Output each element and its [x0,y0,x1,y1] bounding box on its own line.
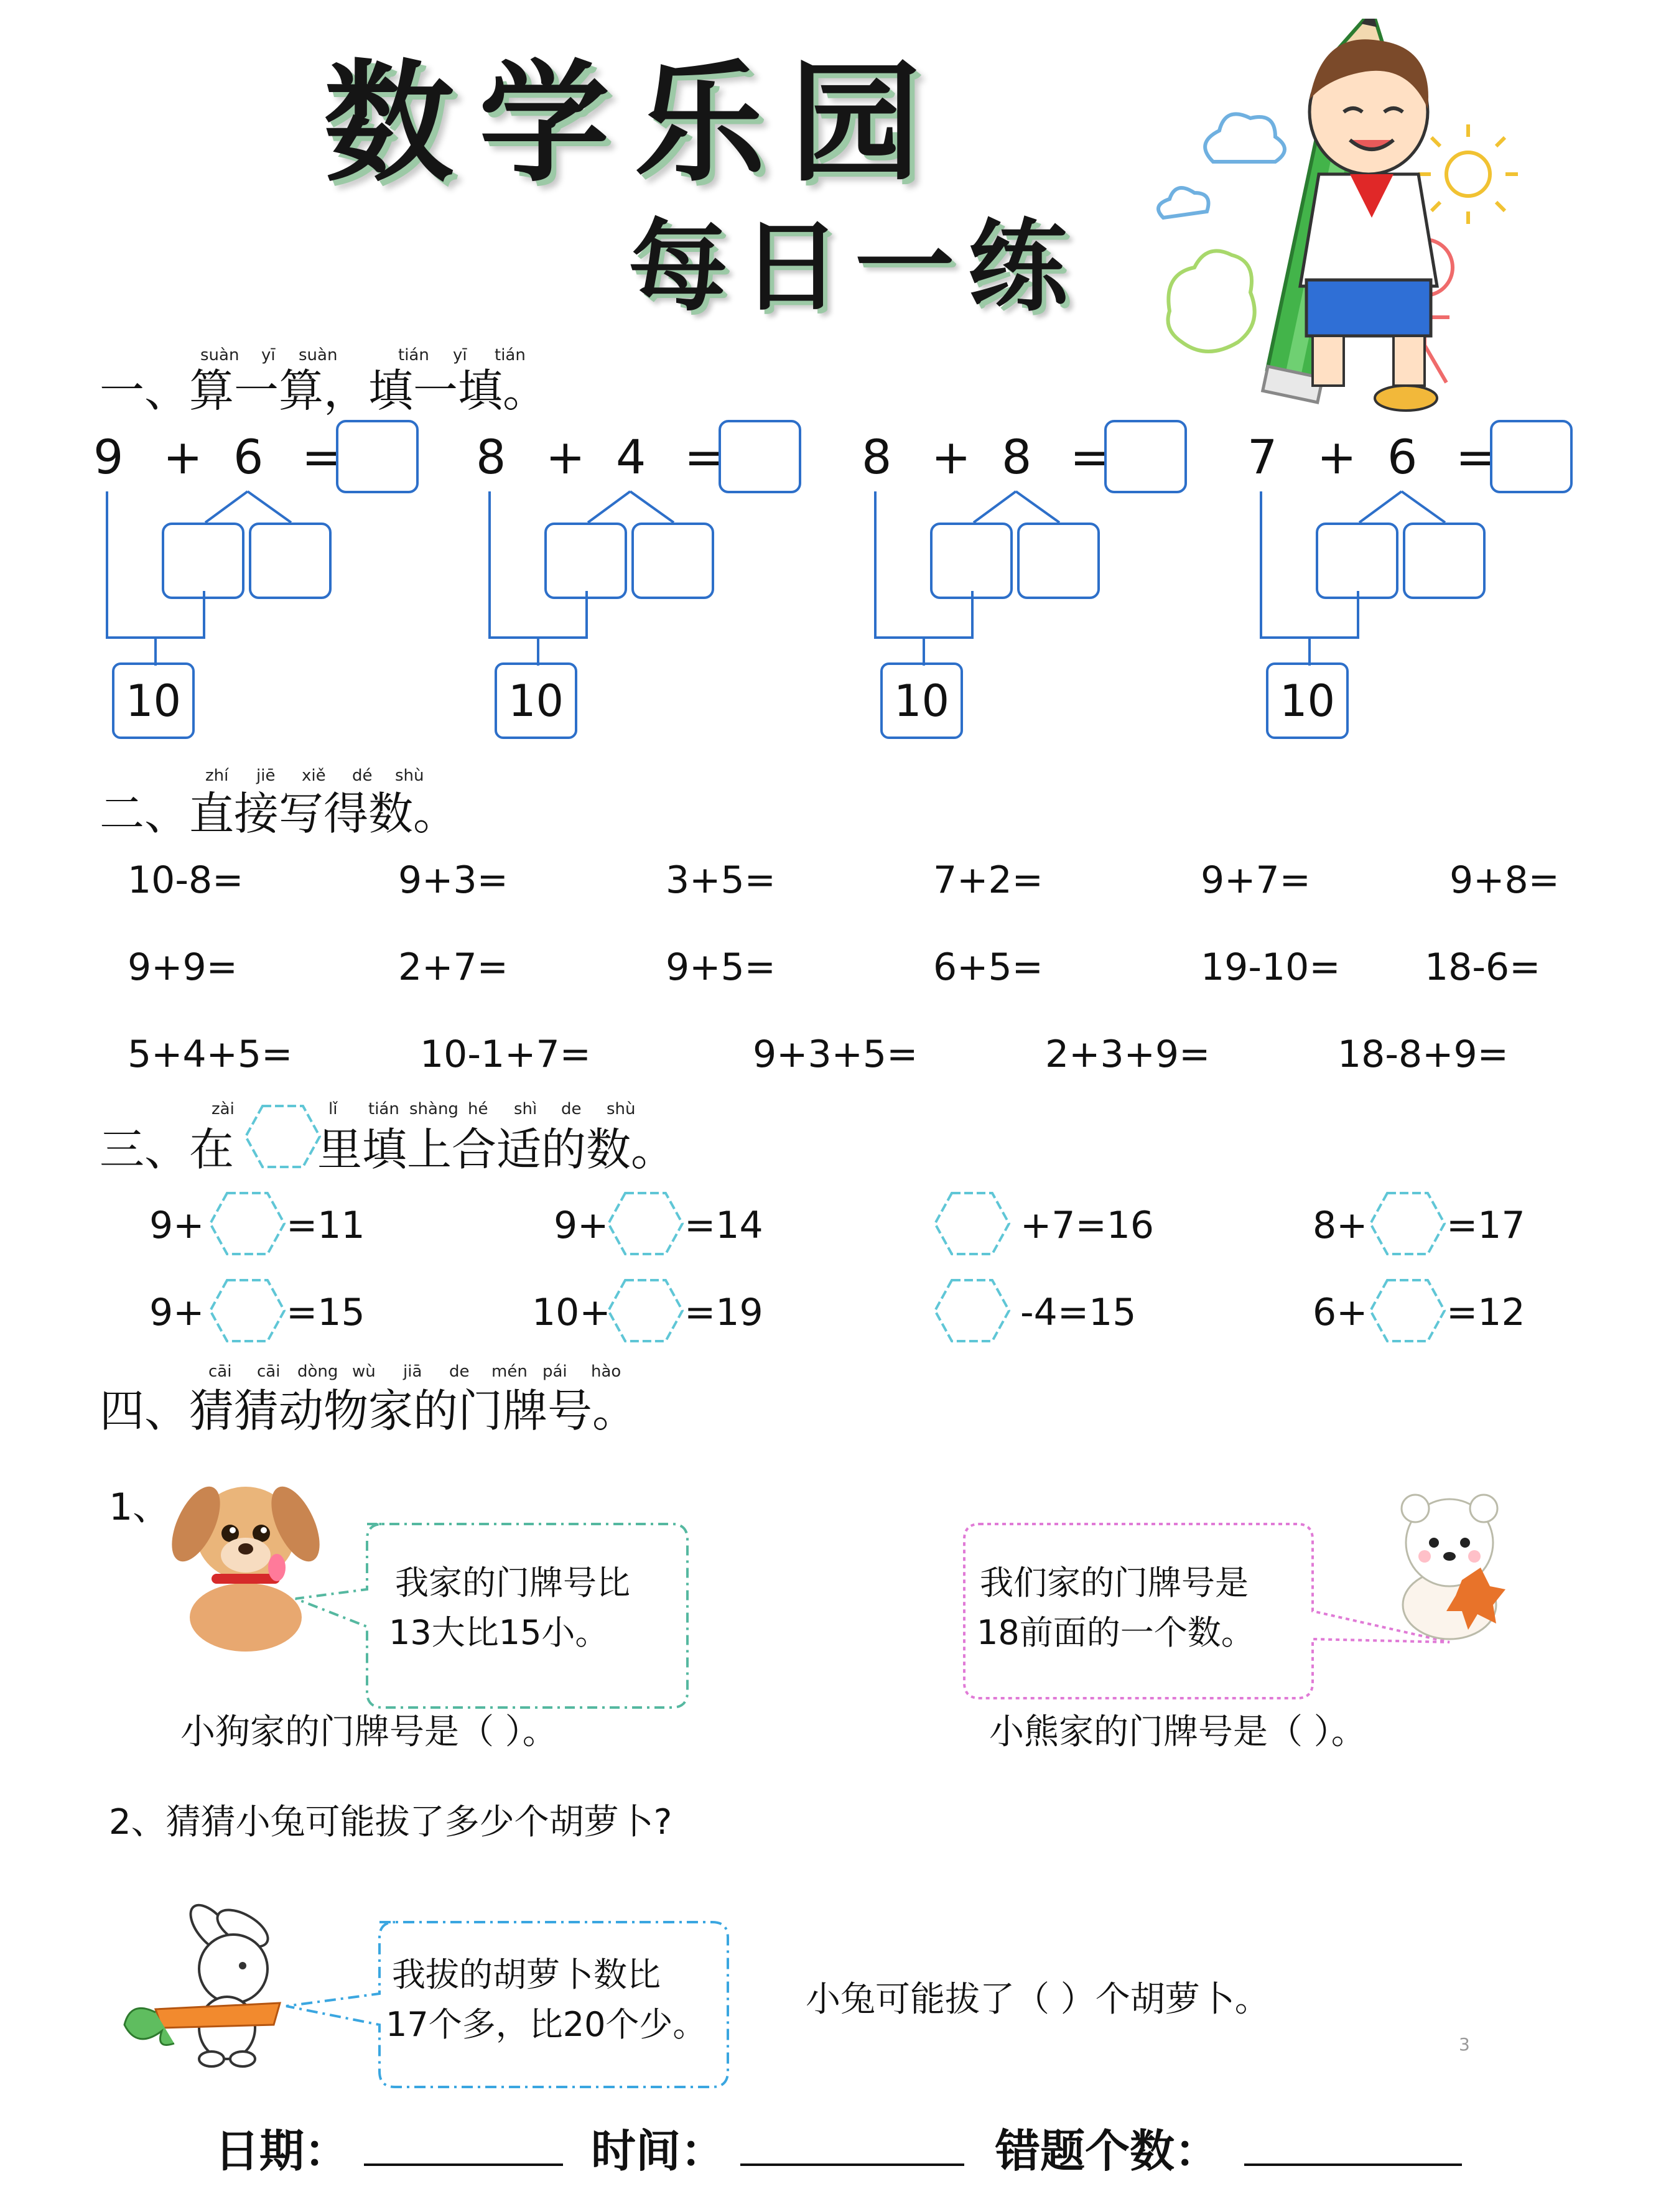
pinyin: dé [352,766,373,785]
plus-sign: + [546,429,585,485]
plus-sign: + [163,429,203,485]
pinyin: tián [398,346,429,365]
question-2: 2、猜猜小兔可能拔了多少个胡萝卜? [109,1802,672,1843]
equation: 9+8= [1449,858,1560,902]
pinyin: hào [591,1362,621,1381]
pinyin: jiā [403,1362,422,1381]
pinyin: pái [542,1362,567,1381]
split-box-right[interactable] [1403,523,1486,599]
pinyin: yī [261,346,276,365]
equation: 18-8+9= [1338,1033,1509,1076]
pinyin: cāi [257,1362,281,1381]
equation: 18-6= [1425,946,1541,989]
ten-box: 10 [880,662,963,739]
pinyin: zài [212,1100,235,1118]
ten-box: 10 [495,662,577,739]
hexagon-answer-box[interactable] [933,1278,1011,1344]
split-box-left[interactable] [162,523,244,599]
time-label: 时间： [591,2124,726,2177]
equation: 9+3+5= [753,1033,918,1076]
pinyin: dòng [297,1362,338,1381]
pinyin: tián [368,1100,399,1118]
pinyin: de [561,1100,582,1118]
hexagon-answer-box[interactable] [607,1191,684,1257]
section2-heading: 二、直接写得数。 [100,788,458,840]
split-box-left[interactable] [930,523,1013,599]
fill-equation-prefix: 8+ [1313,1204,1368,1247]
equation: 9+7= [1201,858,1311,902]
pinyin: jiē [256,766,276,785]
dog-answer-line: 小狗家的门牌号是（ ）。 [180,1712,557,1752]
errors-label: 错题个数： [995,2124,1220,2177]
fill-equation-suffix: +7=16 [1020,1204,1155,1247]
split-box-right[interactable] [631,523,714,599]
split-box-right[interactable] [1017,523,1100,599]
section1-heading: 一、算一算，填一填。 [100,365,548,417]
make-ten-problem-4 [1247,429,1596,753]
pinyin: de [449,1362,470,1381]
bear-speech-line-2: 18前面的一个数。 [977,1613,1255,1652]
dog-speech-line-1: 我家的门牌号比 [395,1563,630,1602]
page-subtitle: 每日一练 [628,208,1082,325]
pinyin: suàn [299,346,338,365]
pinyin: xiě [302,766,326,785]
equation: 10-8= [128,858,244,902]
split-box-right[interactable] [249,523,332,599]
pinyin: hé [468,1100,488,1118]
fill-equation-prefix: 9+ [149,1291,205,1334]
hexagon-answer-box[interactable] [208,1191,286,1257]
addend-b: 6 [233,429,264,485]
fill-equation-prefix: 10+ [532,1291,611,1334]
make-ten-problem-1 [93,429,442,753]
date-blank[interactable] [364,2163,563,2166]
fill-equation-prefix: 9+ [149,1204,205,1247]
boy-pencil-illustration [1145,19,1530,417]
fill-equation-suffix: =12 [1446,1291,1525,1334]
bear-illustration [1387,1487,1512,1642]
pinyin: lǐ [328,1100,338,1118]
plus-sign: + [1317,429,1357,485]
equation: 6+5= [933,946,1043,989]
rabbit-speech-line-1: 我拔的胡萝卜数比 [392,1955,661,1994]
date-label: 日期： [215,2124,350,2177]
page-number: 3 [1459,2034,1470,2055]
dog-speech-line-2: 13大比15小。 [389,1613,609,1652]
equation: 19-10= [1201,946,1341,989]
fill-equation-suffix: =15 [286,1291,365,1334]
hexagon-answer-box[interactable] [607,1278,684,1344]
fill-equation-suffix: =11 [286,1204,365,1247]
addend-a: 7 [1247,429,1278,485]
fill-equation-suffix: -4=15 [1020,1291,1137,1334]
equals-sign: = [1070,429,1110,485]
hexagon-answer-box[interactable] [1369,1278,1446,1344]
plus-sign: + [931,429,971,485]
pinyin: wù [352,1362,376,1381]
equation: 9+9= [128,946,238,989]
ten-box: 10 [1266,662,1349,739]
question-1-label: 1、 [109,1485,170,1529]
equation: 3+5= [666,858,776,902]
equals-sign: = [684,429,724,485]
bear-speech-line-1: 我们家的门牌号是 [980,1563,1249,1602]
equals-sign: = [1456,429,1496,485]
pinyin: mén [491,1362,528,1381]
errors-blank[interactable] [1244,2163,1462,2166]
pinyin: zhí [205,766,229,785]
split-box-left[interactable] [544,523,627,599]
section4-heading: 四、猜猜动物家的门牌号。 [100,1385,638,1437]
rabbit-answer-line: 小兔可能拔了（ ）个胡萝卜。 [806,1979,1270,2020]
split-box-left[interactable] [1316,523,1398,599]
pinyin: shù [607,1100,636,1118]
hexagon-icon [244,1104,322,1169]
pinyin: tián [495,346,526,365]
addend-a: 9 [93,429,124,485]
hexagon-answer-box[interactable] [933,1191,1011,1257]
rabbit-speech-line-2: 17个多，比20个少。 [386,2005,707,2044]
equation: 10-1+7= [420,1033,591,1076]
pinyin: shù [395,766,424,785]
hexagon-answer-box[interactable] [1369,1191,1446,1257]
ten-box: 10 [112,662,195,739]
pinyin: shàng [409,1100,458,1118]
equation: 9+5= [666,946,776,989]
equation: 5+4+5= [128,1033,293,1076]
addend-a: 8 [862,429,892,485]
hexagon-answer-box[interactable] [208,1278,286,1344]
pinyin: shì [514,1100,537,1118]
pinyin: cāi [208,1362,232,1381]
fill-equation-suffix: =14 [684,1204,763,1247]
addend-b: 6 [1387,429,1418,485]
time-blank[interactable] [740,2163,964,2166]
fill-equation-prefix: 6+ [1313,1291,1368,1334]
addend-a: 8 [476,429,506,485]
make-ten-problem-3 [862,429,1210,753]
section3-heading-part1: 三、在 [100,1123,235,1176]
bear-answer-line: 小熊家的门牌号是（ ）。 [989,1712,1366,1752]
equals-sign: = [302,429,342,485]
page-title: 数学乐园 [323,46,946,200]
addend-b: 8 [1002,429,1032,485]
make-ten-problem-2 [476,429,824,753]
equation: 2+7= [398,946,508,989]
equation: 2+3+9= [1045,1033,1211,1076]
pinyin: suàn [200,346,240,365]
equation: 9+3= [398,858,508,902]
fill-equation-suffix: =19 [684,1291,763,1334]
fill-equation-prefix: 9+ [554,1204,609,1247]
equation: 7+2= [933,858,1043,902]
addend-b: 4 [616,429,646,485]
pinyin: yī [453,346,467,365]
fill-equation-suffix: =17 [1446,1204,1525,1247]
section3-heading-part2: 里填上合适的数。 [317,1123,676,1176]
